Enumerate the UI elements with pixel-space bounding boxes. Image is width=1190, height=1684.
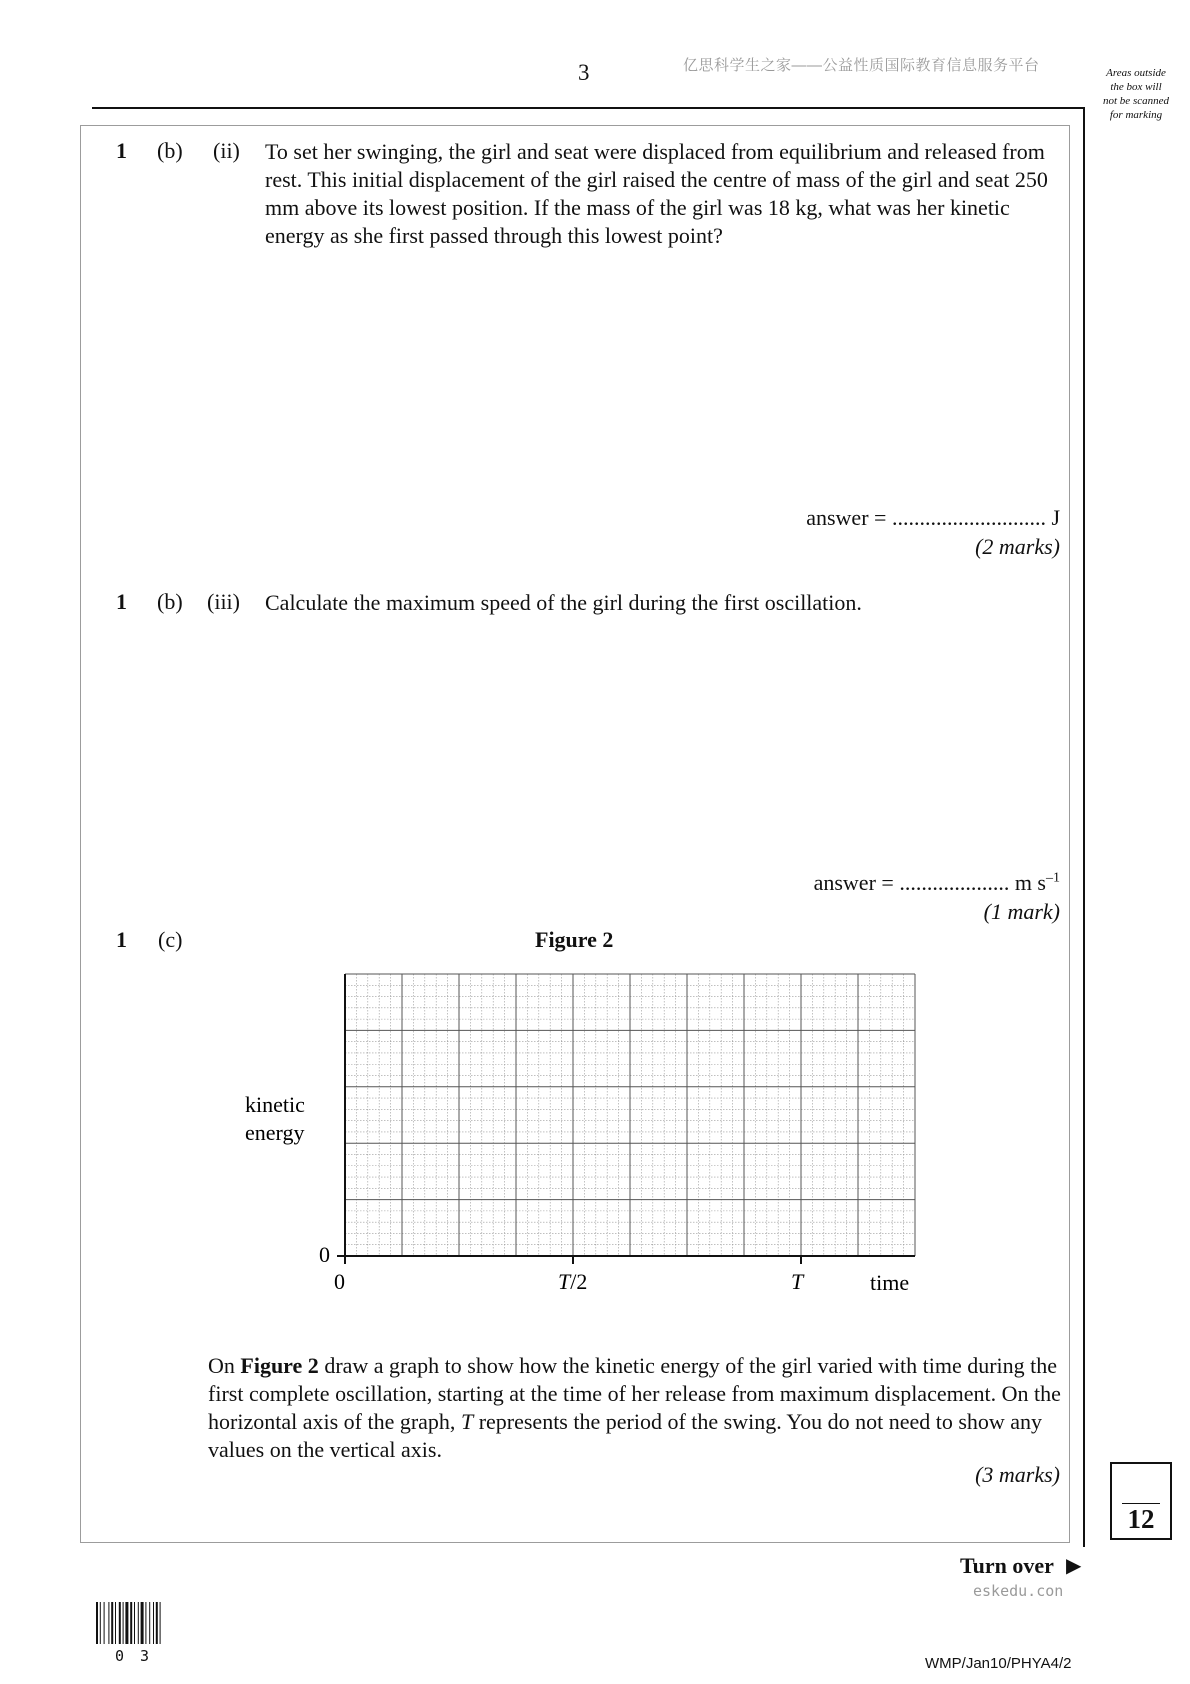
- question-subpart: (iii): [207, 589, 240, 614]
- barcode-bar: [149, 1602, 150, 1644]
- barcode-bar: [141, 1602, 144, 1644]
- watermark-bottom: eskedu.con: [973, 1582, 1064, 1600]
- barcode-bar: [156, 1602, 158, 1644]
- x-axis-label: time: [870, 1270, 910, 1295]
- question-number: 1: [116, 138, 127, 163]
- turn-over-label: Turn over: [960, 1553, 1054, 1578]
- question-text-part: represents the period of the swing. You do not need to show any values on the vertical axis.: [208, 1409, 1043, 1462]
- barcode-bar: [153, 1602, 154, 1644]
- question-text-part: On: [208, 1353, 241, 1378]
- barcode-bar: [119, 1602, 121, 1644]
- kinetic-energy-graph[interactable]: [230, 970, 930, 1300]
- x-tick-label: T: [791, 1269, 804, 1294]
- marks-label: (2 marks): [975, 534, 1060, 559]
- answer-prefix: answer =: [806, 505, 892, 530]
- question-box: [80, 125, 1070, 1543]
- period-symbol: T: [460, 1409, 474, 1434]
- barcode-icon: [96, 1602, 188, 1646]
- figure-reference: Figure 2: [240, 1353, 319, 1378]
- barcode-bar: [104, 1602, 105, 1644]
- axis-ticks: [337, 1256, 801, 1264]
- margin-rule: [1083, 107, 1085, 1547]
- margin-note-line: not be scanned: [1103, 95, 1169, 107]
- answer-unit: J: [1051, 505, 1060, 530]
- answer-line[interactable]: [700, 505, 1060, 531]
- question-text: [208, 1352, 1068, 1464]
- answer-prefix: answer =: [813, 870, 900, 895]
- page-number: 3: [578, 60, 590, 85]
- barcode-bar: [108, 1602, 109, 1644]
- score-value: 12: [1127, 1504, 1155, 1534]
- barcode-bar: [100, 1602, 101, 1644]
- barcode-bar: [138, 1602, 139, 1644]
- barcode-number: 03: [115, 1647, 166, 1665]
- answer-dots: ............................: [891, 505, 1046, 530]
- answer-line[interactable]: [700, 870, 1060, 896]
- marks-label: (1 mark): [983, 899, 1060, 924]
- y-tick-label: 0: [319, 1242, 330, 1267]
- turn-over-arrow-icon: ▶: [1066, 1555, 1082, 1577]
- reference-code: WMP/Jan10/PHYA4/2: [925, 1655, 1072, 1672]
- barcode-bar: [96, 1602, 98, 1644]
- watermark-top: 亿思科学生之家——公益性质国际教育信息服务平台: [683, 57, 1040, 74]
- marks-label: (3 marks): [975, 1462, 1060, 1487]
- barcode-bar: [125, 1602, 128, 1644]
- margin-note: [1088, 66, 1184, 122]
- x-tick-label: 0: [334, 1269, 345, 1294]
- question-part: (c): [158, 927, 183, 952]
- margin-note-line: the box will: [1110, 81, 1162, 93]
- barcode-bar: [145, 1602, 146, 1644]
- barcode-bar: [123, 1602, 124, 1644]
- answer-unit: m s: [1014, 870, 1046, 895]
- barcode-bar: [111, 1602, 113, 1644]
- answer-dots: ....................: [899, 870, 1010, 895]
- header-rule: [92, 107, 1085, 109]
- margin-note-line: Areas outside: [1106, 67, 1166, 79]
- question-number: 1: [116, 927, 127, 952]
- y-axis-label-line-1: kinetic: [245, 1092, 305, 1117]
- barcode-bar: [134, 1602, 135, 1644]
- question-part: (b): [157, 589, 183, 614]
- question-text: Calculate the maximum speed of the girl during the first oscillation.: [265, 590, 862, 615]
- question-text-part: draw a graph to show how the kinetic energy of the girl varied with time during the first complete oscillation, starting at the time of her release from maximum displacement. On the horizontal axis of the graph,: [208, 1353, 1061, 1434]
- barcode-bar: [115, 1602, 116, 1644]
- barcode-bar: [160, 1602, 161, 1644]
- answer-unit-exponent: –1: [1046, 870, 1060, 886]
- question-text: To set her swinging, the girl and seat were displaced from equilibrium and released from rest. This initial displacement of the girl raised the centre of mass of the girl and seat 250 mm above its lowest position. If the mass of the girl was 18 kg, what was her kinetic energy as she first passed through this lowest point?: [265, 139, 1048, 248]
- margin-note-line: for marking: [1109, 109, 1163, 121]
- x-tick-label: T/2: [558, 1269, 588, 1294]
- question-part: (b): [157, 138, 183, 163]
- barcode-bar: [130, 1602, 132, 1644]
- question-subpart: (ii): [213, 138, 240, 163]
- y-axis-label-line-2: energy: [245, 1120, 305, 1145]
- grid-major: [345, 974, 915, 1256]
- figure-title: Figure 2: [535, 927, 614, 952]
- question-number: 1: [116, 589, 127, 614]
